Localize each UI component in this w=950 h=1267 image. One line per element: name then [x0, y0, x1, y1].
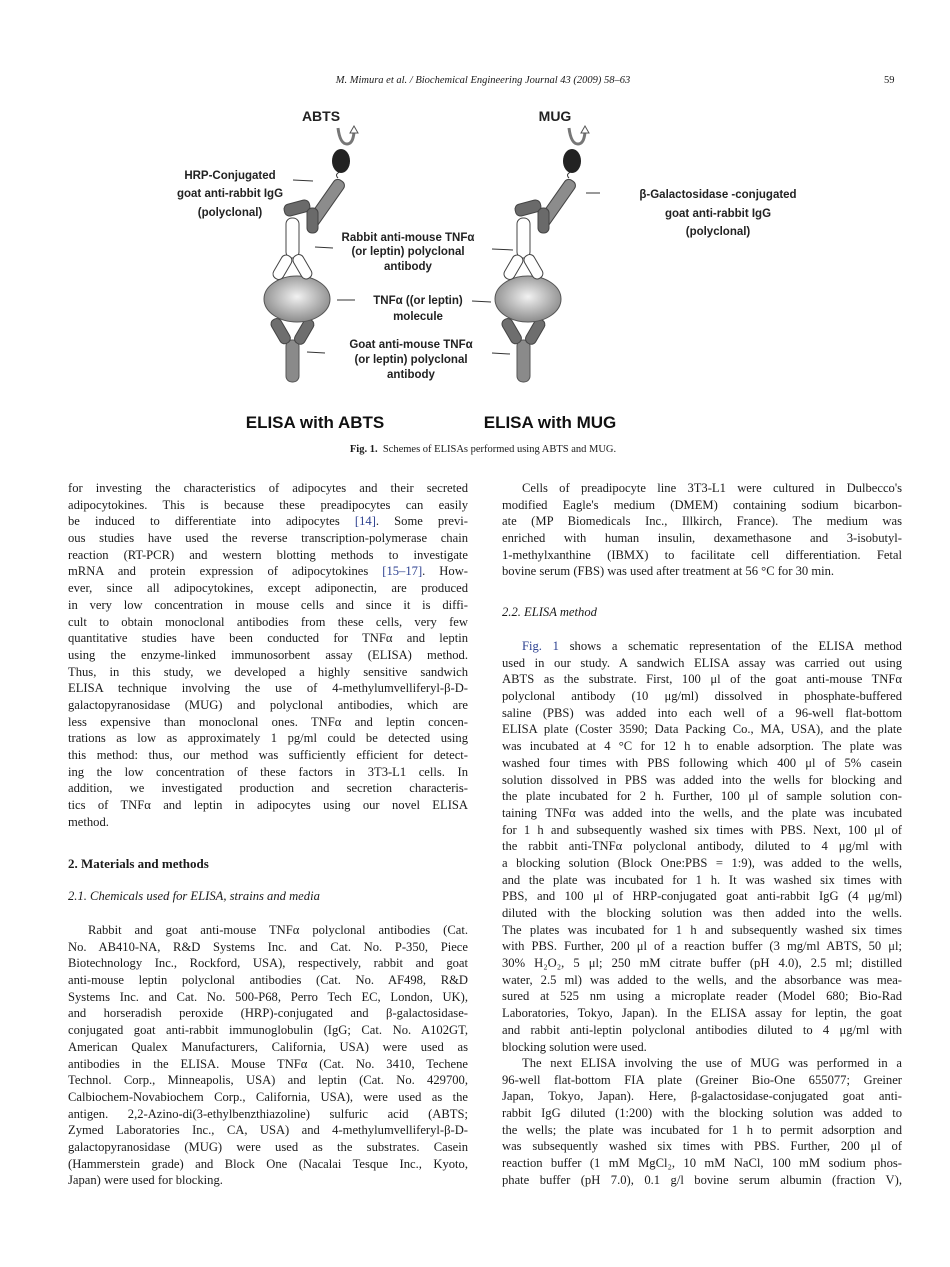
- abts-paragraph: [502, 638, 902, 1055]
- text-line: less expensive than monoclonal ones. TNFα and leptin concen-: [68, 714, 468, 729]
- text-line: Fig. 1 shows a schematic representation of the ELISA method: [522, 639, 902, 653]
- citation-link[interactable]: Fig. 1: [522, 639, 559, 653]
- text-line: with PBS. Further, 200 μl of a reaction buffer (3 mg/ml ABTS, 50 μl;: [502, 939, 902, 954]
- text-line: modified Eagle's medium (DMEM) containing sodium bicarbon-: [502, 497, 902, 512]
- text-line: washed four times with PBS following which 400 μl of 5% casein: [502, 755, 902, 770]
- text-line: 1-methylxanthine (IBMX) to facilitate cell differentiation. Fetal: [502, 547, 902, 562]
- text-line: ous studies have used the reverse transcription-polymerase chain: [68, 531, 468, 546]
- text-line: trations as low as approximately 1 pg/ml could be detected using: [68, 731, 468, 746]
- text-line: PBS, and 100 μl of HRP-conjugated goat anti-rabbit IgG (4 μg/ml): [502, 889, 902, 904]
- text-line: and rabbit anti-leptin polyclonal antibodies diluted to 4 μg/ml with: [502, 1022, 902, 1037]
- page-number: 59: [884, 75, 895, 86]
- svg-text:(or leptin) polyclonal: (or leptin) polyclonal: [351, 246, 465, 258]
- text-line: Systems Inc. and Cat. No. 500-P68, Perro Tech EC, London, UK),: [68, 989, 468, 1004]
- abts-assembly: [264, 126, 358, 382]
- citation-link[interactable]: [14]: [354, 514, 376, 529]
- text-line: antibodies in the ELISA. Mouse TNFα (Cat. No. 3410, Techene: [68, 1056, 468, 1071]
- text-line: American Qualex Manufacturers, California, USA) were used as: [68, 1039, 468, 1054]
- text-line: ate (MP Biomedicals Inc., Illkirch, France). The medium was: [502, 514, 902, 529]
- galactosidase-conjugate-label: [639, 189, 796, 238]
- hrp-conjugate-label: [177, 170, 283, 219]
- text-line: galactopyranosidase (MUG) and polyclonal antibodies, which are: [68, 697, 468, 712]
- text-line: Biotechnology Inc., Rockford, USA), respectively, rabbit and goat: [68, 956, 468, 971]
- caption-text: Schemes of ELISAs performed using ABTS and MUG.: [382, 444, 617, 455]
- text-line: ABTS as the substrate. First, 100 μl of the goat anti-mouse TNFα: [502, 672, 902, 687]
- svg-text:goat anti-rabbit IgG: goat anti-rabbit IgG: [664, 208, 772, 220]
- text-line: addition, we investigated production and secretion characteris-: [68, 781, 468, 796]
- text-line: No. AB410-NA, R&D Systems Inc. and Cat. No. P-350, Piece: [68, 939, 468, 954]
- text-line: tics of TNFα and leptin in adipocytes using our novel ELISA: [68, 798, 468, 813]
- text-line: water, 2.5 ml) was added to the wells, and the absorbance was mea-: [502, 972, 902, 987]
- text-line: saline (PBS) was added into each well of a 96-well flat-bottom: [502, 705, 902, 720]
- text-line: Japan) were used for blocking.: [68, 1173, 223, 1188]
- running-head: M. Mimura et al. / Biochemical Engineering Journal 43 (2009) 58–63: [335, 75, 631, 86]
- svg-text:antibody: antibody: [387, 369, 435, 381]
- text-line: conjugated goat anti-rabbit immunoglobulin (IgG; Cat. No. A102GT,: [68, 1023, 468, 1038]
- text-line: Calbiochem-Novabiochem Corp., California, USA), were used as the: [68, 1089, 468, 1104]
- elisa-abts-title: ELISA with ABTS: [245, 413, 385, 432]
- text-line: mRNA and protein expression of adipocytokines [15–17]. How-: [68, 564, 468, 579]
- text-line: ELISA plate (Coster 3590; Data Packing Co., MA, USA), and the plate: [502, 722, 902, 737]
- text-line: solution dissolved in PBS was added into the wells for blocking and: [502, 772, 902, 787]
- antigen-label: [373, 295, 463, 323]
- svg-text:TNFα ((or leptin): TNFα ((or leptin): [373, 295, 463, 307]
- chemicals-paragraph: [68, 922, 468, 1189]
- text-line: blocking solution were used.: [502, 1039, 647, 1054]
- text-line: be induced to differentiate into adipocytes [14]. Some previ-: [68, 514, 468, 529]
- text-line: reaction (RT-PCR) and western blotting methods to investigate: [68, 547, 468, 562]
- text-line: the wells; the plate was incubated for 1 h to permit adsorption and: [502, 1122, 902, 1137]
- subsection-heading-elisa-method: 2.2. ELISA method: [502, 605, 597, 619]
- text-line: enriched with human insulin, dexamethasone and 3-isobutyl-: [502, 531, 902, 546]
- text-line: The next ELISA involving the use of MUG was performed in a: [522, 1056, 902, 1070]
- text-line: reaction buffer (1 mM MgCl₂, 10 mM NaCl, 100 mM sodium phos-: [502, 1156, 902, 1171]
- text-line: Laboratories, Tokyo, Japan). In the ELISA assay for leptin, the goat: [502, 1006, 902, 1021]
- elisa-mug-title: ELISA with MUG: [483, 413, 617, 432]
- text-line: phate buffer (pH 7.0), 0.1 g/l bovine serum albumin (fraction V),: [502, 1172, 902, 1187]
- text-line: adipocytokines. This is because these preadipocytes can easily: [68, 497, 468, 512]
- svg-text:antibody: antibody: [384, 261, 432, 273]
- svg-text:goat anti-rabbit IgG: goat anti-rabbit IgG: [176, 188, 284, 200]
- text-line: (Hammerstein grade) and Block One (Nacalai Tesque Inc., Kyoto,: [68, 1156, 468, 1171]
- text-line: method.: [68, 814, 109, 829]
- text-line: 96-well flat-bottom FIA plate (Greiner Bio-One 655077; Greiner: [502, 1072, 902, 1087]
- text-line: rabbit IgG diluted (1:200) with the blocking solution was added to: [502, 1106, 902, 1121]
- cells-paragraph: [502, 480, 902, 580]
- text-line: diluted with the blocking solution was then added into the wells.: [502, 906, 902, 920]
- subsection-heading-chemicals: 2.1. Chemicals used for ELISA, strains and media: [68, 889, 320, 903]
- text-line: used in our study. A sandwich ELISA assay was carried out using: [502, 655, 902, 670]
- text-line: was subsequently washed six times with PBS. Further, 200 μl of: [502, 1139, 902, 1154]
- figure-caption: [0, 444, 950, 455]
- intro-paragraph: [68, 480, 468, 830]
- text-line: using the enzyme-linked immunosorbent assay (ELISA) method.: [68, 647, 468, 662]
- svg-text:(polyclonal): (polyclonal): [197, 207, 263, 219]
- svg-text:Goat anti-mouse TNFα: Goat anti-mouse TNFα: [349, 339, 473, 351]
- caption-label: Fig. 1.: [349, 444, 378, 455]
- text-line: Japan, Tokyo, Japan). Here, β-galactosidase-conjugated goat anti-: [502, 1089, 902, 1104]
- text-line: in very low concentration in mouse cells and since it is diffi-: [68, 597, 468, 612]
- citation-link[interactable]: [15–17]: [382, 564, 423, 579]
- svg-text:(polyclonal): (polyclonal): [685, 226, 751, 238]
- text-line: galactopyranosidase (MUG) were used as the substrates. Casein: [68, 1139, 468, 1154]
- text-line: the plate incubated for 2 h. Further, 100 μl of sample solution con-: [502, 789, 902, 804]
- text-line: anti-mouse leptin polyclonal antibodies (Cat. No. AF498, R&D: [68, 973, 468, 988]
- text-line: was incubated at 4 °C for 12 h to enable adsorption. The plate was: [502, 739, 902, 754]
- svg-text:molecule: molecule: [393, 311, 443, 323]
- text-line: sured at 525 nm using a microplate reader (Model 680; Bio-Rad: [502, 989, 902, 1004]
- svg-text:β-Galactosidase -conjugated: β-Galactosidase -conjugated: [639, 189, 797, 201]
- rabbit-antibody-label: [342, 232, 475, 273]
- text-line: the rabbit anti-TNFα polyclonal antibody, diluted to 4 μg/ml with: [502, 839, 902, 854]
- svg-text:HRP-Conjugated: HRP-Conjugated: [184, 170, 276, 182]
- text-line: Rabbit and goat anti-mouse TNFα polyclonal antibodies (Cat.: [88, 923, 468, 937]
- mug-paragraph: [502, 1055, 902, 1189]
- text-line: a blocking solution (Block One:PBS = 1:9), was added to the wells,: [502, 855, 902, 870]
- text-line: 30% H₂O₂, 5 μl; 250 mM citrate buffer (pH 4.0), 2.5 ml; distilled: [502, 956, 902, 971]
- mug-assembly: [495, 126, 589, 382]
- text-line: Technol. Corp., Minneapolis, USA) and leptin (Cat. No. 429700,: [68, 1073, 468, 1088]
- text-line: bovine serum (FBS) was used after treatment at 56 °C for 30 min.: [502, 564, 835, 579]
- text-line: The plates was incubated for 1 h and subsequently washed six times: [502, 922, 902, 937]
- text-line: quantitative studies have been conducted for TNFα and leptin: [68, 631, 468, 646]
- text-line: antigen. 2,2-Azino-di(3-ethylbenzthiazoline) sulfuric acid (ABTS;: [68, 1106, 468, 1121]
- text-line: ing the low concentration of these factors in 3T3-L1 cells. In: [68, 764, 468, 779]
- text-line: ELISA technique involving the use of 4-methylumvelliferyl-β-D-: [68, 681, 468, 696]
- text-line: ever, since all adipocytokines, except adiponectin, are produced: [68, 581, 468, 596]
- svg-text:Rabbit anti-mouse TNFα: Rabbit anti-mouse TNFα: [341, 232, 475, 244]
- abts-label: ABTS: [301, 108, 341, 124]
- text-line: for 1 h and subsequently washed six times with PBS. Next, 100 μl of: [502, 822, 902, 837]
- text-line: and horseradish peroxide (HRP)-conjugated and β-galactosidase-: [68, 1006, 468, 1021]
- text-line: Thus, in this study, we developed a highly sensitive sandwich: [68, 664, 468, 679]
- text-line: polyclonal antibody (10 μg/ml) dissolved in phosphate-buffered: [502, 689, 902, 704]
- text-line: this method: thus, our method was sufficiently efficient for detect-: [68, 748, 468, 762]
- text-line: Cells of preadipocyte line 3T3-L1 were cultured in Dulbecco's: [522, 481, 902, 495]
- mug-label: MUG: [538, 108, 572, 124]
- svg-text:(or leptin) polyclonal: (or leptin) polyclonal: [354, 354, 468, 366]
- text-line: for investing the characteristics of adipocytes and their secreted: [68, 481, 468, 495]
- text-line: taining TNFα was added into the wells, and the plate was incubated: [502, 805, 902, 820]
- figure-1-elisa-schematic: [0, 0, 950, 470]
- text-line: cult to obtain monoclonal antibodies from these cells, very few: [68, 614, 468, 629]
- goat-antibody-label: [349, 339, 472, 381]
- text-line: and the plate was incubated for 1 h. It was washed six times with: [502, 872, 902, 887]
- text-line: Zymed Laboratories Inc., CA, USA) and 4-methylumvelliferyl-β-D-: [68, 1123, 468, 1138]
- section-heading-materials-methods: 2. Materials and methods: [68, 856, 209, 871]
